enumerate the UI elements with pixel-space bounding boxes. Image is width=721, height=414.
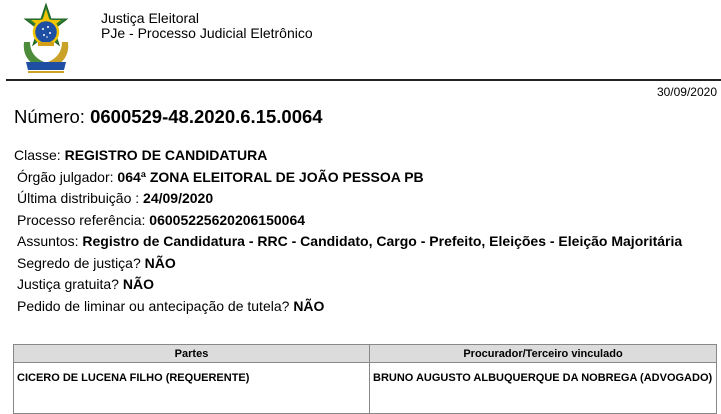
table-row <box>14 363 717 414</box>
parties-table <box>13 344 717 414</box>
field-value: 06005225620206150064 <box>149 211 306 228</box>
brazil-coat-of-arms-icon <box>18 2 74 76</box>
field-value: NÃO <box>122 276 154 292</box>
process-number-label: Número: <box>14 106 91 127</box>
field-label: Última distribuição : <box>17 190 144 206</box>
process-info <box>14 145 694 317</box>
field-label: Classe: <box>14 147 65 163</box>
process-number-value: 0600529-48.2020.6.15.0064 <box>90 106 323 127</box>
table-cell-party: CICERO DE LUCENA FILHO (REQUERENTE) <box>14 363 370 414</box>
header-divider <box>6 79 721 81</box>
process-number <box>14 106 323 128</box>
field-value: NÃO <box>144 254 176 271</box>
field-assuntos <box>14 231 694 253</box>
field-value: REGISTRO DE CANDIDATURA <box>64 147 268 163</box>
field-liminar <box>14 296 694 318</box>
field-orgao <box>14 167 694 189</box>
field-segredo <box>14 253 694 275</box>
field-label: Justiça gratuita? <box>17 276 123 292</box>
field-label: Assuntos: <box>17 233 83 249</box>
column-header-partes: Partes <box>14 345 370 363</box>
field-classe <box>14 145 694 167</box>
field-label: Órgão julgador: <box>17 168 118 185</box>
header-line-1: Justiça Eleitoral <box>101 10 200 26</box>
field-label: Processo referência: <box>17 211 150 228</box>
field-value: 24/09/2020 <box>143 190 214 206</box>
table-header-row <box>14 345 717 363</box>
field-processo-referencia <box>14 210 694 232</box>
field-label: Segredo de justiça? <box>17 254 145 271</box>
header-title <box>101 11 313 41</box>
field-value: Registro de Candidatura - RRC - Candidato, Cargo - Prefeito, Eleições - Eleição Majoritária <box>82 233 683 249</box>
field-label: Pedido de liminar ou antecipação de tutela? <box>17 297 294 314</box>
header-line-2: PJe - Processo Judicial Eletrônico <box>101 25 313 41</box>
page-header <box>0 0 721 80</box>
column-header-procurador: Procurador/Terceiro vinculado <box>370 345 717 363</box>
document-date: 30/09/2020 <box>656 85 717 99</box>
field-value: NÃO <box>293 297 325 314</box>
field-justica-gratuita <box>14 274 694 296</box>
field-value: 064ª ZONA ELEITORAL DE JOÃO PESSOA PB <box>117 168 424 185</box>
table-cell-attorney: BRUNO AUGUSTO ALBUQUERQUE DA NOBREGA (ADVOGADO) <box>370 363 717 414</box>
field-ultima-distribuicao <box>14 188 694 210</box>
